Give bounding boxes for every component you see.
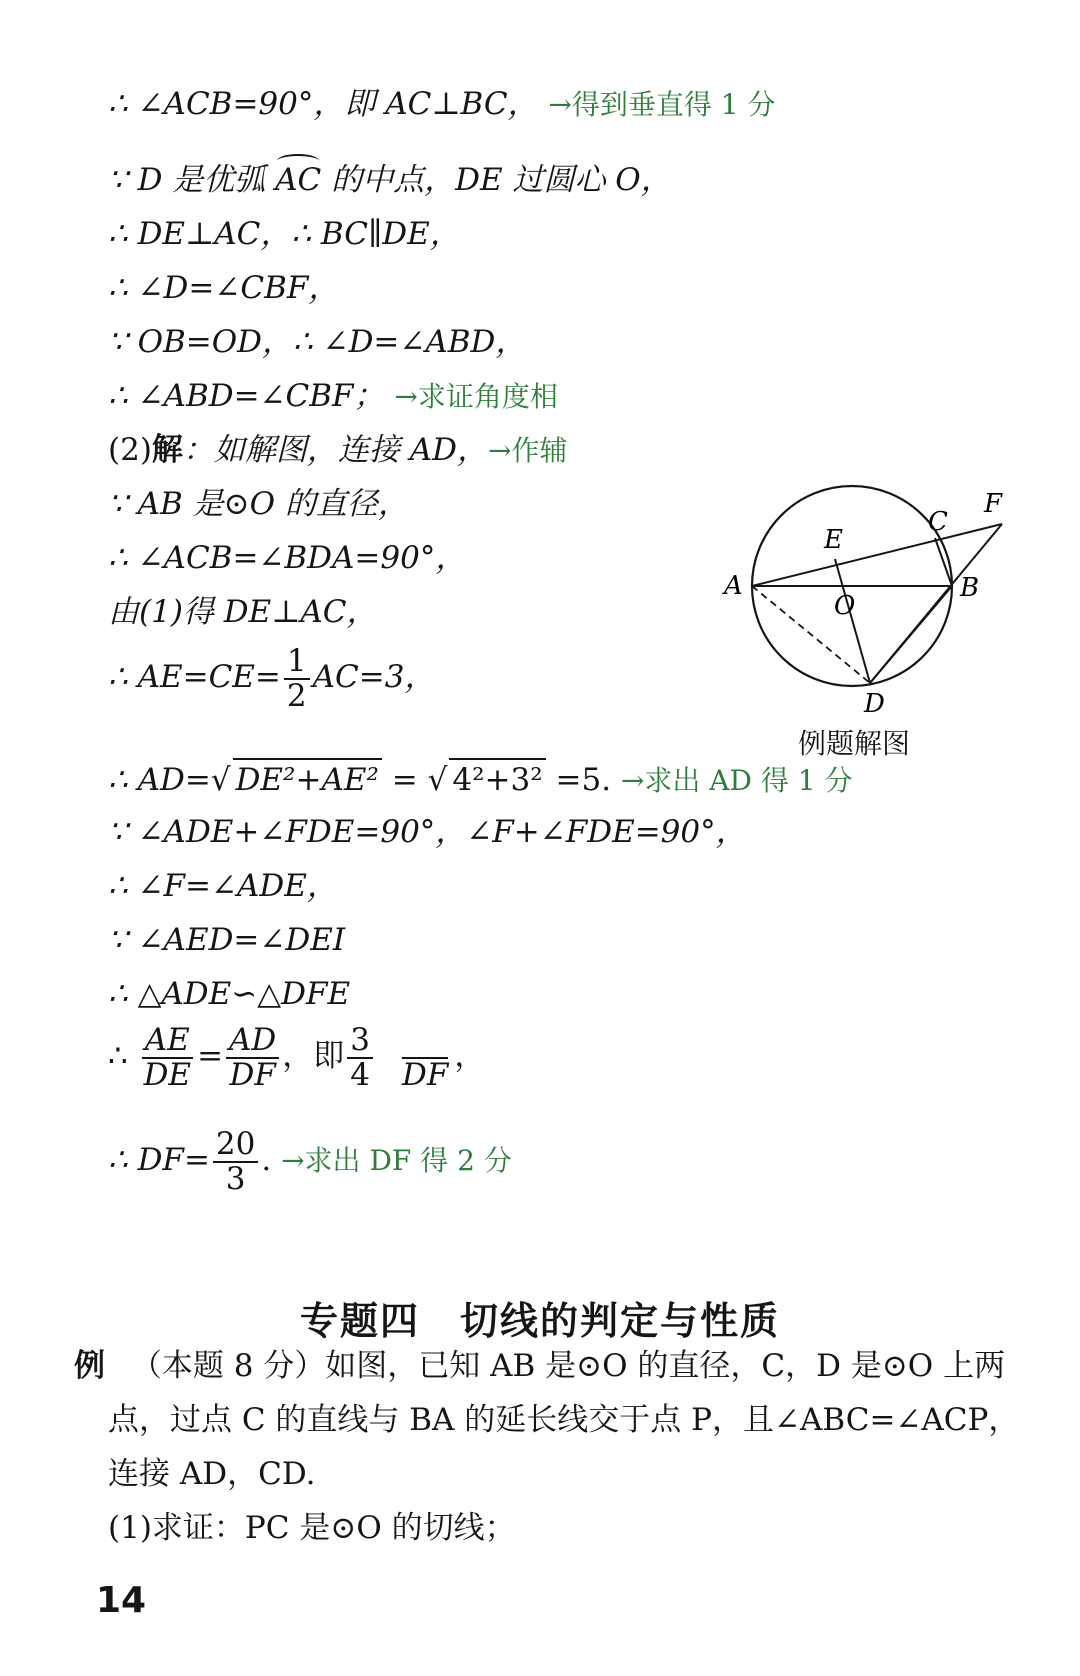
solution-line-9: ∴ ∠ACB=∠BDA=90°， (108, 540, 467, 576)
solution-line-5: ∵ OB=OD，∴ ∠D=∠ABD， (108, 324, 527, 360)
example-line-4: (1)求证：PC 是⊙O 的切线； (108, 1510, 516, 1546)
solution-line-1 (108, 84, 776, 125)
statement-text: ，即 (282, 1038, 345, 1075)
example-text: （本题 8 分）如图，已知 AB 是⊙O 的直径，C，D 是⊙O 上两 (130, 1348, 1006, 1384)
statement-text: ∴ AE=CE= (108, 659, 281, 696)
fraction-numerator: 3 (347, 1024, 373, 1059)
label-b: B (960, 573, 980, 603)
fraction-denominator: 3 (225, 1160, 246, 1197)
solution-line-15: ∵ ∠AED=∠DEI (108, 922, 346, 958)
label-e: E (824, 525, 843, 555)
label-a: A (724, 571, 743, 601)
fraction-denominator: 2 (286, 677, 307, 714)
example-line-3: 连接 AD，CD. (108, 1456, 316, 1492)
part-number: (2) (108, 432, 152, 468)
example-label: 例 (74, 1348, 105, 1384)
fraction-numerator: AE (142, 1024, 193, 1059)
statement-text: AC=3， (312, 659, 436, 696)
example-line-2: 点，过点 C 的直线与 BA 的延长线交于点 P，且∠ABC=∠ACP， (108, 1402, 1020, 1438)
figure-caption: 例题解图 (798, 727, 911, 760)
statement-text: ∴ DF= (108, 1142, 210, 1179)
solution-line-2 (108, 160, 672, 200)
scoring-note: →求证角度相 (394, 380, 558, 413)
example-line-1 (74, 1346, 1005, 1386)
statement-text: ， (454, 1038, 486, 1075)
fraction (399, 1024, 451, 1091)
label-o: O (834, 591, 856, 621)
solution-line-17 (108, 1024, 485, 1091)
statement-text: = (381, 762, 428, 798)
scoring-note: →作辅 (488, 434, 568, 467)
scoring-note: →求出 DF 得 2 分 (281, 1144, 512, 1178)
fraction-denominator: DE (143, 1056, 192, 1093)
solution-line-18 (108, 1128, 512, 1195)
statement-text: =5. (545, 762, 612, 798)
statement-text: 的中点，DE 过圆心 O， (321, 162, 672, 198)
fraction-numerator: 20 (213, 1128, 258, 1163)
fraction-denominator: 4 (350, 1056, 371, 1093)
solution-line-8: ∵ AB 是⊙O 的直径， (108, 486, 409, 522)
solution-line-6 (108, 376, 558, 417)
page-number: 14 (96, 1580, 147, 1621)
fraction-numerator: AD (226, 1024, 279, 1059)
solution-line-11 (108, 645, 435, 712)
fraction-numerator: 1 (284, 645, 310, 680)
arc-symbol: AC (275, 162, 322, 198)
statement-text: ∴ ∠ABD=∠CBF； (108, 378, 385, 414)
solution-line-16: ∴ △ADE∽△DFE (108, 976, 351, 1012)
solution-line-7 (108, 430, 568, 471)
statement-text: . (261, 1142, 272, 1179)
statement-text: ∴ AD= (108, 762, 211, 798)
label-f: F (984, 489, 1003, 519)
segment-ed (835, 559, 870, 683)
statement-text: ∴ ∠ACB=90°，即 AC⊥BC， (108, 86, 539, 122)
fraction (141, 1024, 194, 1091)
statement-text: ∵ D 是优弧 (108, 162, 276, 198)
label-d: D (864, 689, 885, 719)
statement-text: ：如解图，连接 AD， (182, 432, 489, 468)
equals-sign: = (197, 1038, 224, 1075)
fraction (284, 645, 310, 712)
solution-line-4: ∴ ∠D=∠CBF， (108, 270, 340, 306)
solution-label: 解 (151, 432, 183, 468)
fraction-denominator: DF (229, 1056, 276, 1093)
geometry-figure (724, 486, 1010, 719)
square-root: 4²+3² (449, 758, 545, 800)
label-c: C (928, 507, 948, 537)
scoring-note: →求出 AD 得 1 分 (620, 764, 853, 797)
fraction (213, 1128, 258, 1195)
solution-line-10: 由(1)得 DE⊥AC， (108, 594, 378, 630)
fraction (347, 1024, 373, 1091)
fraction (226, 1024, 279, 1091)
solution-line-13: ∵ ∠ADE+∠FDE=90°，∠F+∠FDE=90°， (108, 814, 747, 850)
solution-line-14: ∴ ∠F=∠ADE， (108, 868, 338, 904)
scoring-note: →得到垂直得 1 分 (548, 88, 776, 121)
solution-line-3: ∴ DE⊥AC，∴ BC∥DE， (108, 216, 461, 252)
section-heading: 专题四 切线的判定与性质 (299, 1299, 780, 1343)
statement-text: ∴ (108, 1038, 138, 1075)
solution-line-12: ∴ AD=√ DE²+AE² = √ 4²+3² =5. →求出 AD 得 1 分 (108, 758, 852, 801)
fraction-denominator: DF (402, 1056, 449, 1093)
square-root: DE²+AE² (233, 758, 382, 800)
